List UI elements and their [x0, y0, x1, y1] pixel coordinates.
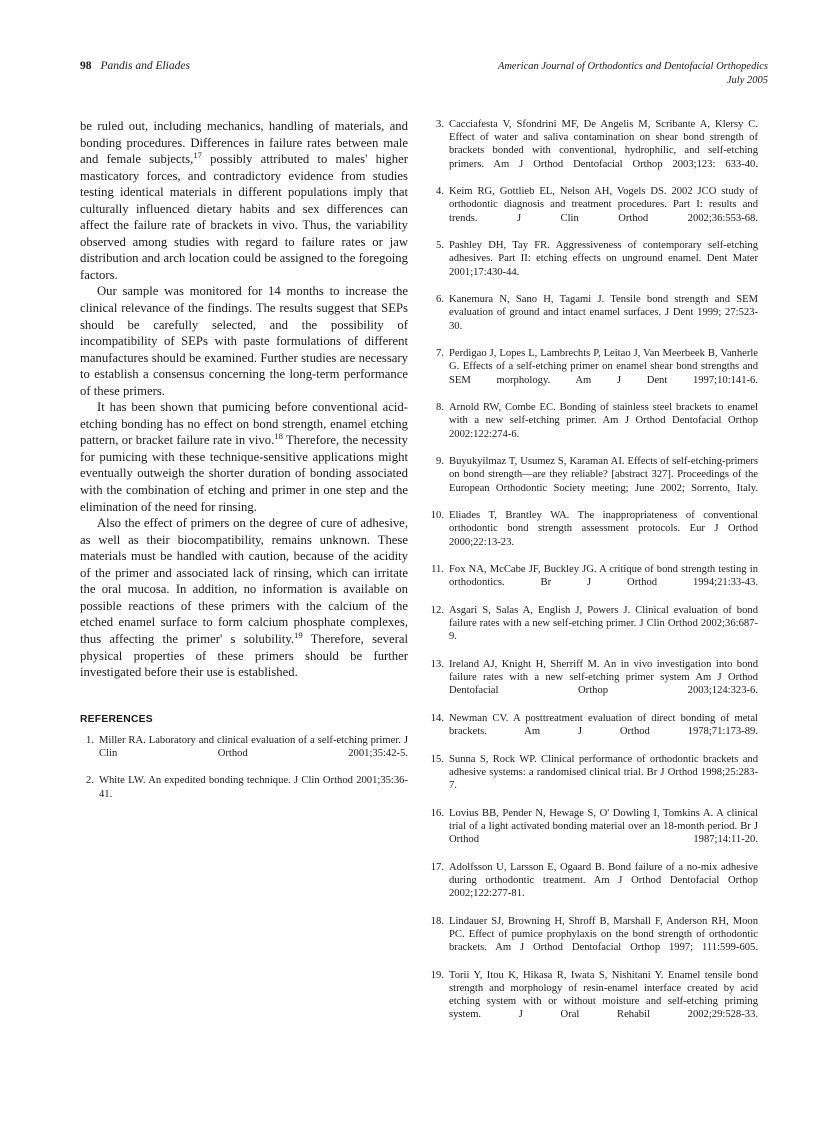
- reference-text: Adolfsson U, Larsson E, Ogaard B. Bond failure of a no-mix adhesive during orthodontic treatment. Am J Orthod Dentofacial Orthop 2002;122:277-81.: [449, 861, 758, 900]
- reference-text: White LW. An expedited bonding technique. J Clin Orthod 2001;35:36-41.: [99, 775, 408, 800]
- reference-number: 10.: [430, 510, 444, 522]
- reference-text: Ireland AJ, Knight H, Sherriff M. An in vivo investigation into bond failure rates with a new self-etching primer system Am J Orthod Dentofacial Orthop 2003;124:323-6.: [449, 659, 758, 697]
- reference-item: [430, 293, 758, 346]
- reference-item: [430, 658, 758, 711]
- reference-text: Newman CV. A posttreatment evaluation of direct bonding of metal brackets. Am J Orthod 1978;71:173-89.: [449, 713, 758, 738]
- reference-text: Fox NA, McCabe JF, Buckley JG. A critique of bond strength testing in orthodontics. Br J Orthod 1994;21:33-43.: [449, 564, 758, 589]
- reference-item: [430, 915, 758, 968]
- references-heading: REFERENCES: [80, 713, 153, 725]
- reference-number: 13.: [430, 659, 444, 670]
- running-head-left: [80, 60, 190, 72]
- reference-text: Perdigao J, Lopes L, Lambrechts P, Leitao J, Van Meerbeek B, Vanherle G. Effects of a self-etching primer on enamel shear bond strengths and SEM morphology. Am J Dent 1997;10:141-6.: [449, 348, 758, 386]
- reference-item: [430, 712, 758, 752]
- reference-item: [430, 347, 758, 400]
- reference-text: Asgari S, Salas A, English J, Powers J. Clinical evaluation of bond failure rates with a new self-etching primer. J Clin Orthod 2002;36:687-9.: [449, 605, 758, 643]
- reference-item: [430, 753, 758, 806]
- reference-text: Buyukyilmaz T, Usumez S, Karaman AI. Effects of self-etching-primers on bond strength—are they reliable? [abstract 327]. Proceedings of the European Orthodontic Society meeting; June 2002; Sorrento, Italy.: [449, 456, 758, 494]
- reference-item: [430, 807, 758, 860]
- issue-date: July 2005: [726, 75, 768, 87]
- reference-text: Torii Y, Itou K, Hikasa R, Iwata S, Nishitani Y. Enamel tensile bond strength and morphology of resin-enamel interface created by acid etching system with or without moisture and self-etching priming system. J Oral Rehabil 2002;29:528-33.: [449, 969, 758, 1021]
- body-paragraph: Our sample was monitored for 14 months to increase the clinical relevance of the findings. The results suggest that SEPs should be carefully selected, and the possibility of incompatibility of SEPs with paste formulations of different manufactures should be examined. Further studies are necessary to establish a consensus concerning the long-term performance of these primers.: [80, 284, 408, 398]
- reference-number: 12.: [430, 605, 444, 616]
- reference-item: [430, 563, 758, 603]
- body-paragraph: Also the effect of primers on the degree of cure of adhesive, as well as their biocompatibility, remains unknown. These materials must be handled with caution, because of the acidity of the primer and associated lack of rinsing, which can irritate the oral mucosa. In addition, no information is available on possible reactions of these primers with the calcium of the etched enamel surface to form calcium phosphate complexes, thus affecting the primer' s solubility.$^{19}$ Therefore, several physical properties of these primers should be further investigated before their use is established.: [80, 516, 408, 680]
- reference-item: [430, 401, 758, 454]
- right-column: [430, 118, 758, 1036]
- reference-text: Miller RA. Laboratory and clinical evaluation of a self-etching primer. J Clin Orthod 2001;35:42-5.: [99, 734, 408, 759]
- reference-text: Arnold RW, Combe EC. Bonding of stainless steel brackets to enamel with a new self-etching primer. Am J Orthod Dentofacial Orthop 2002:122:274-6.: [449, 402, 758, 440]
- reference-text: Lindauer SJ, Browning H, Shroff B, Marshall F, Anderson RH, Moon PC. Effect of pumice prophylaxis on the bond strength of orthodontic brackets. Am J Orthod Dentofacial Orthop 1997; 111:599-605.: [449, 915, 758, 954]
- reference-item: [430, 118, 758, 184]
- reference-item: [80, 734, 408, 774]
- reference-list-left: [80, 734, 408, 814]
- page-columns: [80, 118, 768, 1036]
- reference-number: 7.: [436, 348, 444, 360]
- reference-item: [430, 239, 758, 292]
- left-column: [80, 118, 408, 815]
- reference-number: 6.: [436, 294, 444, 306]
- reference-text: Sunna S, Rock WP. Clinical performance of orthodontic brackets and adhesive systems: a randomised clinical trial. Br J Orthod 1998;25:283-7.: [449, 753, 758, 792]
- reference-number: 9.: [436, 456, 444, 468]
- reference-number: 18.: [430, 915, 444, 927]
- journal-title: American Journal of Orthodontics and Dentofacial Orthopedics: [497, 61, 768, 72]
- reference-number: 5.: [436, 240, 444, 252]
- running-head-authors: Pandis and Eliades: [100, 60, 190, 72]
- page-number: 98: [80, 60, 92, 72]
- reference-number: 17.: [430, 861, 444, 873]
- body-paragraph: It has been shown that pumicing before conventional acid-etching bonding has no effect on bond strength, enamel etching pattern, or bracket failure rate in vivo.$^{18}$ Therefore, the necessity for pumicing with these technique-sensitive applications might eventually outweigh the shorter duration of bonding associated with the combination of etching and primer in one step and the elimination of the need for rinsing.: [80, 400, 408, 514]
- reference-item: [430, 185, 758, 238]
- reference-item: [80, 774, 408, 814]
- reference-text: Lovius BB, Pender N, Hewage S, O' Dowling I, Tomkins A. A clinical trial of a light activated bonding material over an 18-month period. Br J Orthod 1987;14:11-20.: [449, 807, 758, 846]
- reference-number: 11.: [431, 564, 444, 576]
- reference-text: Keim RG, Gottlieb EL, Nelson AH, Vogels DS. 2002 JCO study of orthodontic diagnosis and treatment procedures. Part I: results and trends. J Clin Orthod 2002;36:553-68.: [449, 186, 758, 224]
- reference-list-right: [430, 118, 758, 1035]
- discussion-body: [80, 118, 408, 681]
- running-head-right: [498, 60, 768, 88]
- reference-number: 19.: [430, 969, 444, 981]
- reference-number: 3.: [436, 119, 444, 130]
- reference-item: [430, 604, 758, 657]
- reference-number: 15.: [430, 753, 444, 765]
- body-paragraph: be ruled out, including mechanics, handling of materials, and bonding procedures. Differences in failure rates between male and female subjects,$^{17}$ possibly attributed to males' higher masticatory forces, and contradictory evidence from studies testing identical materials in different populations imply that culturally influenced dietary habits and sex differences can affect the failure rate of brackets in vivo. Thus, the variability observed among studies with regard to failure rates or jaw distribution and arch location could be assigned to the foregoing factors.: [80, 119, 408, 282]
- reference-text: Eliades T, Brantley WA. The inappropriateness of conventional orthodontic bond strength assessment protocols. Eur J Orthod 2000;22:13-23.: [449, 510, 758, 548]
- reference-number: 1.: [86, 734, 94, 746]
- reference-number: 16.: [430, 807, 444, 819]
- reference-number: 4.: [436, 186, 444, 198]
- reference-item: [430, 455, 758, 508]
- reference-item: [430, 861, 758, 914]
- reference-text: Pashley DH, Tay FR. Aggressiveness of contemporary self-etching adhesives. Part II: etching effects on unground enamel. Dent Mater 2001;17:430-44.: [449, 240, 758, 278]
- reference-text: Kanemura N, Sano H, Tagami J. Tensile bond strength and SEM evaluation of ground and intact enamel surfaces. J Dent 1999; 27:523-30.: [449, 294, 758, 332]
- reference-number: 2.: [86, 775, 94, 787]
- reference-item: [430, 969, 758, 1035]
- reference-number: 14.: [430, 713, 444, 724]
- running-head: [80, 60, 768, 88]
- reference-item: [430, 509, 758, 562]
- reference-number: 8.: [436, 402, 444, 414]
- reference-text: Cacciafesta V, Sfondrini MF, De Angelis M, Scribante A, Klersy C. Effect of water and saliva contamination on shear bond strength of brackets bonded with conventional, hydrophilic, and self-etching primers. Am J Orthod Dentofacial Orthop 2003;123: 633-40.: [449, 119, 758, 170]
